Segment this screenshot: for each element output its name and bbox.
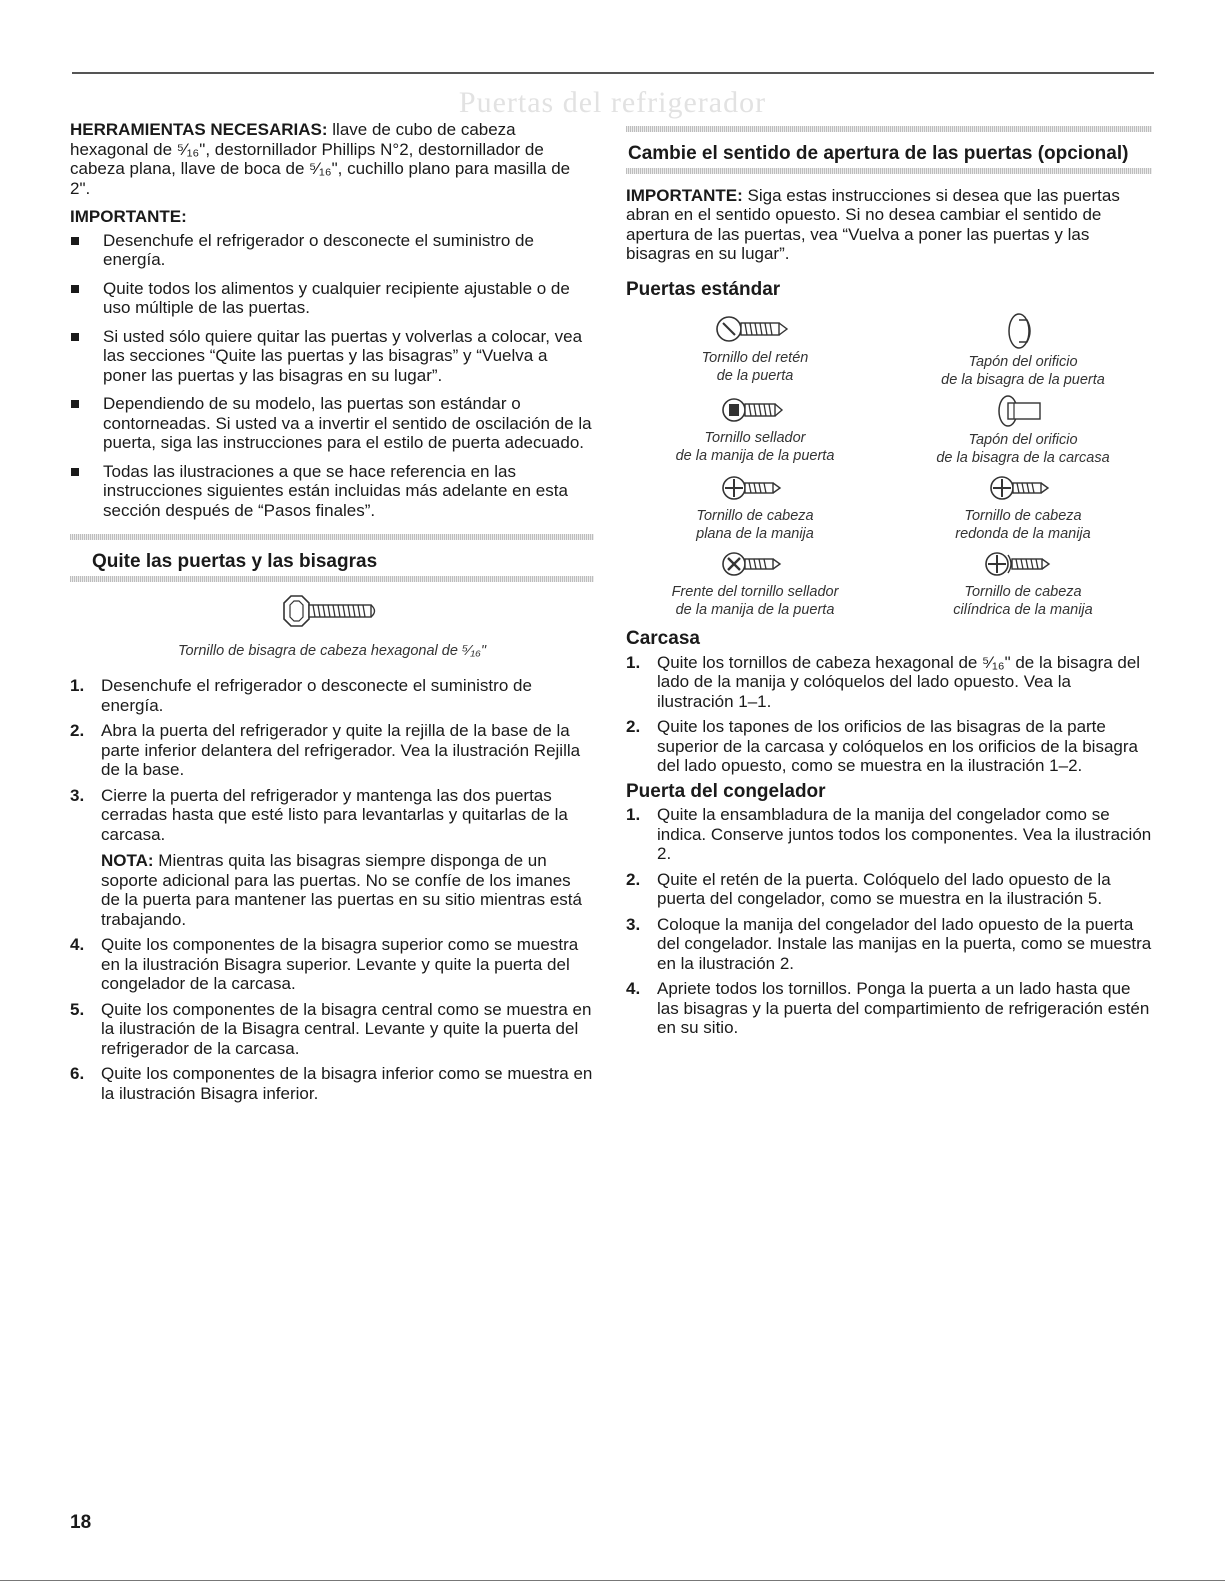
cylinder-head-screw-icon bbox=[983, 547, 1063, 581]
part-caption-line2: de la puerta bbox=[716, 368, 794, 384]
list-item bbox=[70, 1000, 594, 1059]
important-paragraph bbox=[626, 186, 1152, 264]
step-number: 1. bbox=[626, 805, 641, 824]
step-text: Desenchufe el refrigerador o desconecte el suministro de energía. bbox=[101, 676, 532, 715]
step-text: Quite la ensambladura de la manija del congelador como se indica. Conserve juntos todos los componentes. Vea la ilustración 2. bbox=[657, 805, 1152, 863]
part-caption-line2: de la manija de la puerta bbox=[675, 602, 835, 618]
step-number: 1. bbox=[626, 652, 641, 672]
freezer-door-heading: Puerta del congelador bbox=[626, 780, 826, 802]
handle-sealing-screw-icon bbox=[720, 393, 790, 427]
list-item bbox=[626, 717, 1152, 776]
step-text: Abra la puerta del refrigerador y quite la rejilla de la base de la parte inferior delantera del refrigerador. Vea la ilustración Rejilla de la base. bbox=[101, 721, 581, 779]
cabinet-hinge-hole-plug-icon bbox=[988, 393, 1058, 429]
list-item bbox=[70, 676, 594, 715]
step-text: Coloque la manija del congelador del lado opuesto de la puerta del congelador. Instale las manijas en la puerta, como se muestra en la ilustración 2. bbox=[657, 914, 1152, 973]
important-label: IMPORTANTE: bbox=[70, 207, 187, 226]
step-number: 4. bbox=[626, 979, 641, 998]
list-item: Quite todos los alimentos y cualquier recipiente ajustable o de uso múltiple de las puertas. bbox=[70, 279, 594, 318]
note-paragraph bbox=[101, 851, 594, 929]
part-flat-head-handle-screw bbox=[626, 471, 884, 543]
part-caption-line2: cilíndrica de la manija bbox=[953, 602, 1093, 618]
list-item bbox=[626, 805, 1152, 864]
part-caption-line1: Tornillo del retén bbox=[701, 350, 809, 366]
list-item bbox=[70, 935, 594, 994]
important-label: IMPORTANTE: bbox=[626, 185, 743, 205]
hex-head-screw-icon bbox=[282, 594, 382, 628]
top-rule bbox=[72, 72, 1154, 74]
step-text: Quite el retén de la puerta. Colóquelo del lado opuesto de la puerta del congelador, como se muestra en la ilustración 5. bbox=[657, 869, 1111, 908]
step-text: Apriete todos los tornillos. Ponga la puerta a un lado hasta que las bisagras y la puerta del compartimiento de refrigeración estén en su sitio. bbox=[657, 979, 1150, 1037]
section-title-remove-doors: Quite las puertas y las bisagras bbox=[92, 551, 378, 572]
cabinet-heading: Carcasa bbox=[626, 628, 700, 649]
list-item: Todas las ilustraciones a que se hace referencia en las instrucciones siguientes están incluidas más adelante en esta sección después de “Pasos finales”. bbox=[70, 462, 594, 521]
step-number: 5. bbox=[70, 999, 85, 1019]
tools-paragraph bbox=[70, 120, 594, 198]
page-title: Puertas del refrigerador bbox=[458, 86, 767, 119]
note-label: NOTA: bbox=[101, 851, 154, 870]
tools-text: llave de cubo de cabeza hexagonal de ⁵⁄₁₆", destornillador Phillips N°2, destornillador de cabeza plana, llave de boca de ⁵⁄₁₆", cuchillo plano para masilla de 2". bbox=[70, 120, 571, 198]
list-item bbox=[626, 915, 1152, 974]
step-text: Quite los componentes de la bisagra central como se muestra en la ilustración de la Bisagra central. Levante y quite la puerta del refrigerador de la carcasa. bbox=[101, 999, 592, 1058]
part-caption-line1: Tornillo de cabeza bbox=[696, 508, 814, 524]
list-item bbox=[70, 721, 594, 780]
step-number: 3. bbox=[626, 914, 641, 934]
page-number: 18 bbox=[70, 1512, 92, 1533]
note-text: Mientras quita las bisagras siempre disponga de un soporte adicional para las puertas. No se confíe de los imanes de la puerta para mantener las puertas en su sitio mientras está trabajando. bbox=[101, 851, 582, 929]
sealing-screw-front-icon bbox=[720, 547, 790, 581]
important-text: Siga estas instrucciones si desea que las puertas abran en el sentido opuesto. Si no desea cambiar el sentido de apertura de las puertas, vea “Vuelva a poner las puertas y las bisagras en su lugar”. bbox=[626, 185, 1120, 263]
step-text: Quite los tapones de los orificios de las bisagras de la parte superior de la carcasa y colóquelos en los orificios de la bisagra del lado opuesto, como se muestra en la ilustración 1–2. bbox=[657, 717, 1138, 775]
step-number: 2. bbox=[626, 717, 641, 736]
part-caption-line1: Tapón del orificio bbox=[968, 354, 1078, 370]
list-item bbox=[626, 870, 1152, 909]
part-handle-sealing-screw bbox=[626, 393, 884, 467]
part-caption-line1: Frente del tornillo sellador bbox=[671, 584, 839, 600]
part-caption-line2: plana de la manija bbox=[696, 526, 814, 542]
hex-hinge-screw-figure bbox=[70, 594, 594, 661]
part-caption-line2: de la bisagra de la carcasa bbox=[936, 450, 1110, 466]
step-number: 2. bbox=[70, 721, 85, 740]
part-door-stop-screw bbox=[626, 311, 884, 389]
standard-doors-heading: Puertas estándar bbox=[626, 278, 781, 300]
part-caption-line2: de la manija de la puerta bbox=[675, 448, 835, 464]
step-number: 4. bbox=[70, 935, 85, 954]
round-head-screw-icon bbox=[988, 471, 1058, 505]
hinge-hole-plug-icon bbox=[993, 311, 1053, 351]
part-sealing-screw-front bbox=[626, 547, 884, 619]
section-band-reverse-doors bbox=[626, 126, 1152, 174]
important-list bbox=[70, 231, 594, 521]
part-round-head-handle-screw bbox=[894, 471, 1152, 543]
step-number: 6. bbox=[70, 1064, 85, 1083]
part-caption-line1: Tornillo de cabeza bbox=[964, 584, 1082, 600]
section-band-remove-doors bbox=[70, 534, 594, 582]
freezer-steps-list bbox=[626, 805, 1152, 1038]
parts-grid bbox=[626, 311, 1152, 619]
step-text: Quite los tornillos de cabeza hexagonal de ⁵⁄₁₆" de la bisagra del lado de la manija y colóquelos del lado opuesto. Vea la ilustración 1–1. bbox=[657, 652, 1141, 711]
part-caption-line2: redonda de la manija bbox=[955, 526, 1091, 542]
door-stop-screw-icon bbox=[715, 311, 795, 347]
list-item: Si usted sólo quiere quitar las puertas y volverlas a colocar, vea las secciones “Quite las puertas y las bisagras” y “Vuelva a poner las puertas y las bisagras en su lugar”. bbox=[70, 327, 594, 386]
remove-steps-list bbox=[70, 676, 594, 1103]
list-item: Dependiendo de su modelo, las puertas son estándar o contorneadas. Si usted va a invertir el sentido de oscilación de la puerta, siga las instrucciones para el estilo de puerta adecuado. bbox=[70, 394, 594, 453]
part-caption-line2: de la bisagra de la puerta bbox=[941, 372, 1105, 388]
list-item bbox=[70, 786, 594, 930]
list-item bbox=[626, 653, 1152, 712]
hex-screw-caption: Tornillo de bisagra de cabeza hexagonal de ⁵⁄₁₆" bbox=[177, 643, 487, 659]
part-cabinet-hinge-hole-plug bbox=[894, 393, 1152, 467]
bottom-rule bbox=[0, 1580, 1225, 1581]
step-text: Quite los componentes de la bisagra inferior como se muestra en la ilustración Bisagra inferior. bbox=[101, 1064, 593, 1103]
right-column bbox=[626, 120, 1152, 1044]
part-caption-line1: Tornillo sellador bbox=[704, 430, 806, 446]
step-number: 3. bbox=[70, 785, 85, 805]
part-caption-line1: Tornillo de cabeza bbox=[964, 508, 1082, 524]
cabinet-steps-list bbox=[626, 653, 1152, 776]
part-caption-line1: Tapón del orificio bbox=[968, 432, 1078, 448]
tools-label: HERRAMIENTAS NECESARIAS: bbox=[70, 120, 328, 139]
list-item bbox=[626, 979, 1152, 1038]
step-number: 1. bbox=[70, 676, 85, 695]
flat-head-screw-icon bbox=[720, 471, 790, 505]
list-item bbox=[70, 1064, 594, 1103]
step-number: 2. bbox=[626, 869, 641, 889]
step-text: Quite los componentes de la bisagra superior como se muestra en la ilustración Bisagra superior. Levante y quite la puerta del congelador de la carcasa. bbox=[101, 935, 579, 993]
left-column bbox=[70, 120, 594, 1109]
section-title-reverse-doors: Cambie el sentido de apertura de las puertas (opcional) bbox=[628, 143, 1129, 164]
part-cylinder-head-handle-screw bbox=[894, 547, 1152, 619]
list-item: Desenchufe el refrigerador o desconecte el suministro de energía. bbox=[70, 231, 594, 270]
step-text: Cierre la puerta del refrigerador y mantenga las dos puertas cerradas hasta que esté listo para levantarlas y quitarlas de la carcasa. bbox=[101, 785, 568, 844]
part-door-hinge-hole-plug bbox=[894, 311, 1152, 389]
